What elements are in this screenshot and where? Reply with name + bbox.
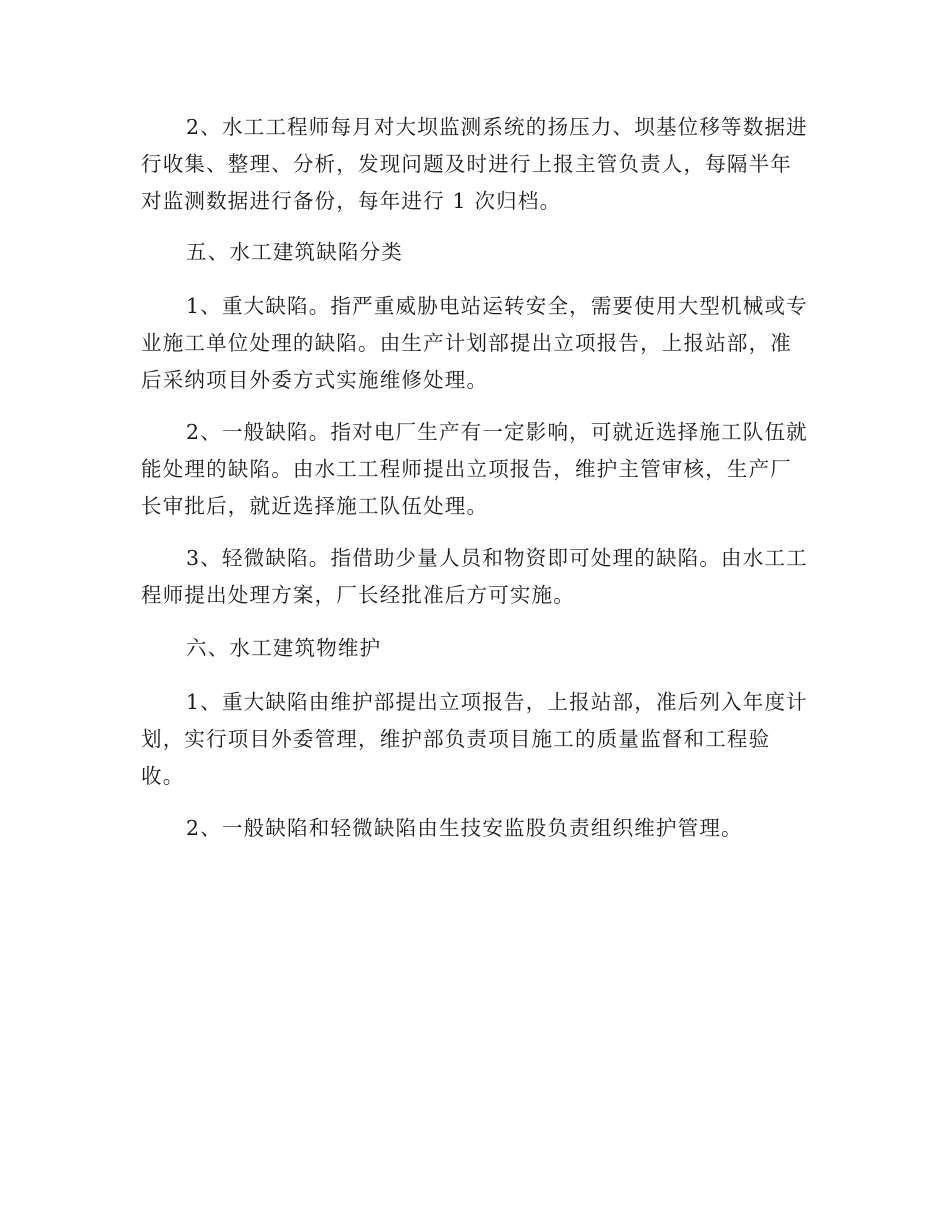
paragraph-general-defect: [141, 414, 811, 525]
text-line: 能处理的缺陷。由水工工程师提出立项报告，维护主管审核，生产厂: [141, 457, 792, 481]
text-line: 后采纳项目外委方式实施维修处理。: [141, 368, 489, 392]
text-line: 业施工单位处理的缺陷。由生产计划部提出立项报告，上报站部，准: [141, 331, 792, 355]
text-line: 程师提出处理方案，厂长经批准后方可实施。: [141, 583, 575, 607]
text-line: 1、重大缺陷。指严重威胁电站运转安全，需要使用大型机械或专: [186, 294, 808, 318]
paragraph-major-defect: [141, 288, 811, 399]
text-line: 2、一般缺陷。指对电厂生产有一定影响，可就近选择施工队伍就: [186, 420, 808, 444]
text-line: 收。: [141, 764, 185, 788]
text-line: 长审批后，就近选择施工队伍处理。: [141, 494, 489, 518]
text-line: 行收集、整理、分析，发现问题及时进行上报主管负责人，每隔半年: [141, 152, 792, 176]
text-line: 对监测数据进行备份，每年进行 1 次归档。: [141, 189, 562, 213]
section-heading-building-maintenance: [141, 630, 811, 667]
paragraph-general-maintenance: [141, 810, 811, 847]
text-line: 2、一般缺陷和轻微缺陷由生技安监股负责组织维护管理。: [186, 816, 743, 840]
paragraph-monitoring: [141, 109, 811, 220]
paragraph-minor-defect: [141, 540, 811, 614]
heading-text: 六、水工建筑物维护: [186, 636, 382, 660]
text-line: 1、重大缺陷由维护部提出立项报告，上报站部，准后列入年度计: [186, 690, 808, 714]
text-line: 划，实行项目外委管理，维护部负责项目施工的质量监督和工程验: [141, 727, 771, 751]
paragraph-major-maintenance: [141, 684, 811, 795]
text-line: 2、水工工程师每月对大坝监测系统的扬压力、坝基位移等数据进: [186, 115, 808, 139]
section-heading-defect-classification: [141, 234, 811, 271]
heading-text: 五、水工建筑缺陷分类: [186, 240, 403, 264]
text-line: 3、轻微缺陷。指借助少量人员和物资即可处理的缺陷。由水工工: [186, 546, 808, 570]
